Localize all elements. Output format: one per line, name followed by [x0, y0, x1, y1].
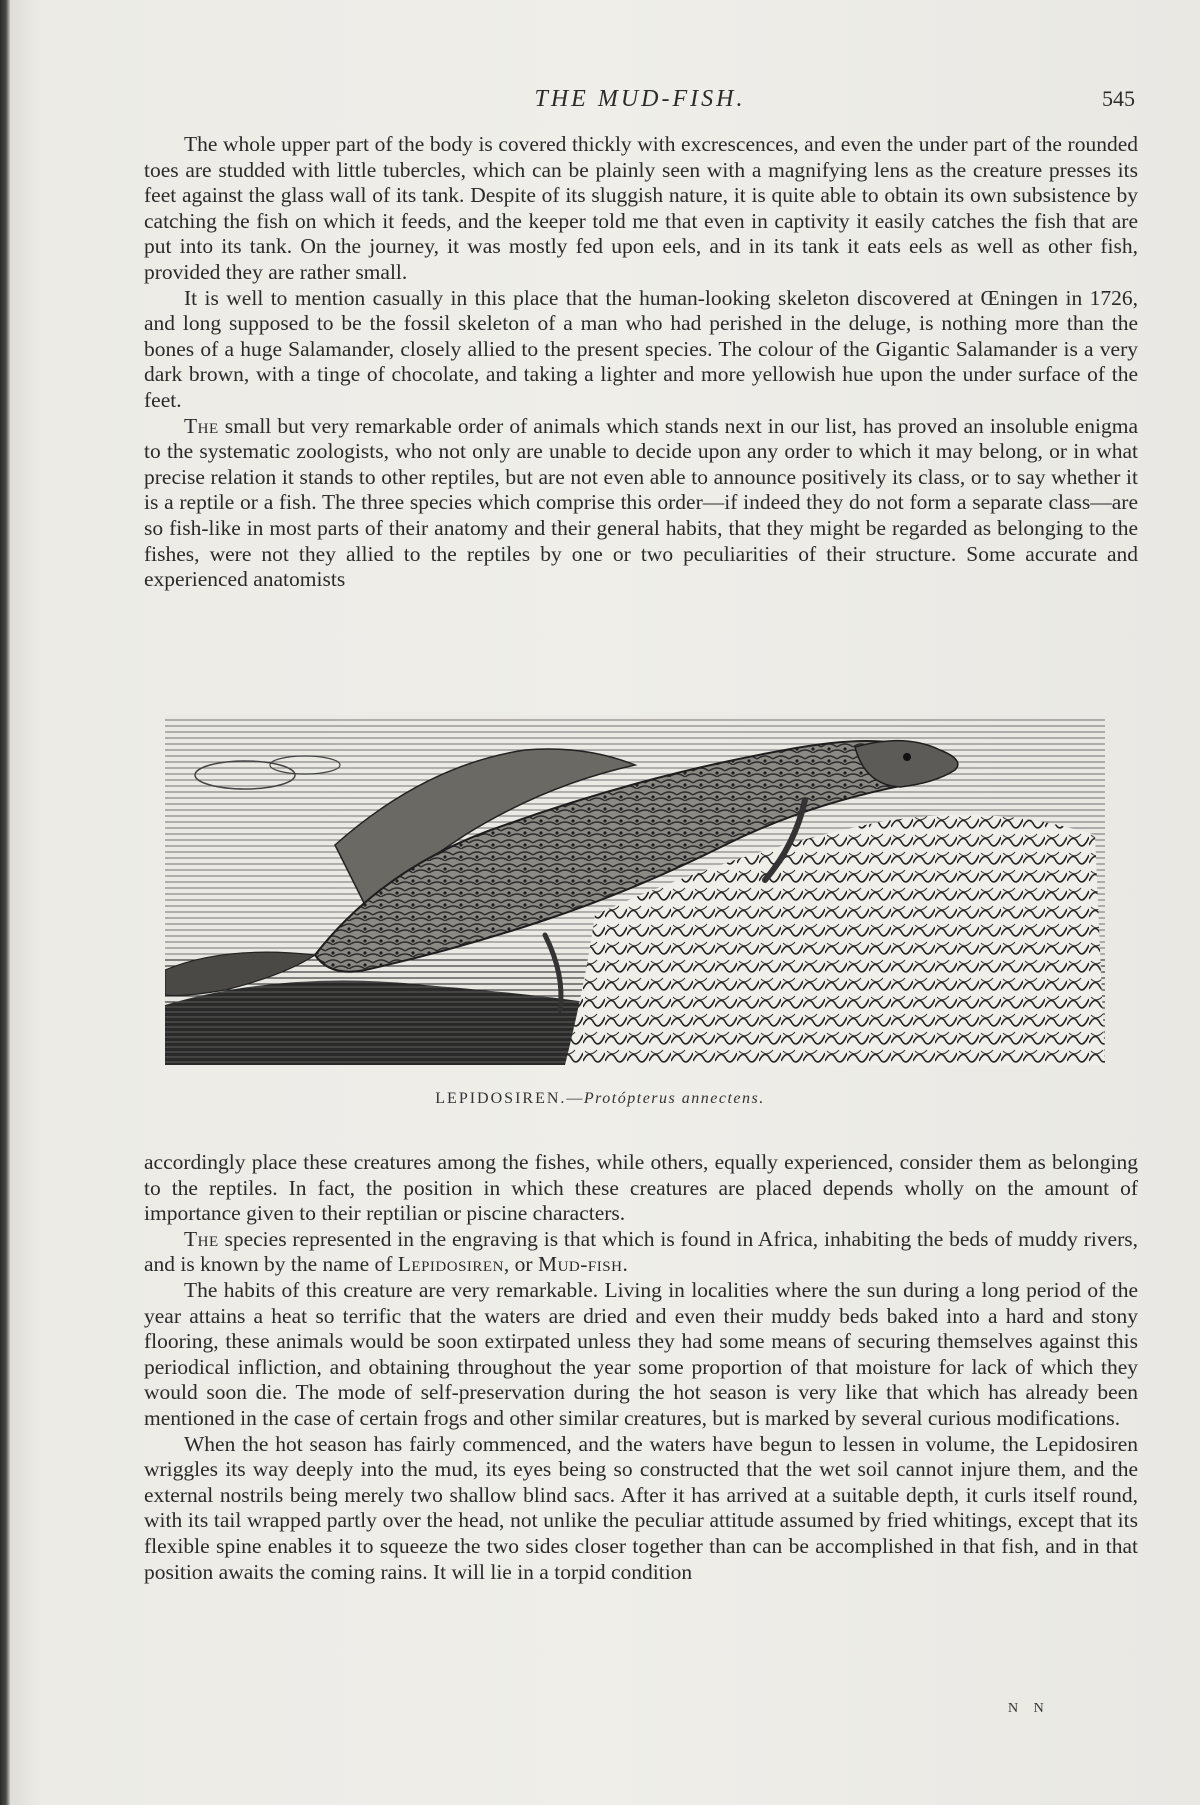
paragraph-lead-word: The — [184, 413, 219, 438]
caption-dash: — — [566, 1090, 584, 1107]
caption-genus: LEPIDOSIREN. — [435, 1090, 567, 1107]
paragraph-skeleton — [144, 286, 1138, 414]
paragraph-text: It is well to mention casually in this place that the human-looking skeleton discovered at Œningen in 1726, and long supposed to be the fossil skeleton of a man who had perished in the deluge, is nothing more than the bones of a huge Salamander, closely allied to the present species. The colour of the Gigantic Salamander is a very dark brown, with a tinge of chocolate, and taking a lighter and more yellowish hue upon the under surface of the feet. — [144, 285, 1138, 412]
paragraph-text: small but very remarkable order of animals which stands next in our list, has proved an insoluble enigma to the systematic zoologists, who not only are unable to decide upon any order to which it may belong, or in what precise relation it stands to other reptiles, but are not even able to announce positively its class, or to say whether it is a reptile or a fish. The three species which comprise this order—if indeed they do not form a separate class—are so fish-like in most parts of their anatomy and their general habits, that they might be regarded as belonging to the fishes, were not they allied to the reptiles by one or two peculiarities of their structure. Some accurate and experienced anatomists — [144, 413, 1138, 592]
paragraph-text: The whole upper part of the body is covered thickly with excrescences, and even the under part of the rounded toes are studded with little tubercles, which can be plainly seen with a magnifying lens as the creature presses its feet against the glass wall of its tank. Despite of its sluggish nature, it is quite able to obtain its own subsistence by catching the fish on which it feeds, and the keeper told me that even in captivity it easily catches the fish that are put into its tank. On the journey, it was mostly fed upon eels, and in its tank it eats eels as well as other fish, provided they are rather small. — [144, 132, 1138, 284]
paragraph-hot-season — [144, 1432, 1138, 1586]
paragraph-lead-word: The — [184, 1226, 219, 1251]
paragraph-continuation — [144, 1150, 1138, 1227]
paragraph-text: , or — [503, 1252, 538, 1277]
paragraph-text: When the hot season has fairly commenced, and the waters have begun to lessen in volume, the Lepidosiren wriggles its way deeply into the mud, its eyes being so constructed that the wet soil cannot injure them, and the external nostrils being merely two shallow blind sacs. After it has arrived at a suitable depth, it curls itself round, with its tail wrapped partly over the head, not unlike the peculiar attitude assumed by fried whitings, except that its flexible spine enables it to squeeze the two sides closer together than can be accomplished in that fish, and in that position awaits the coming rains. It will lie in a torpid condition — [144, 1431, 1138, 1584]
page-number: 545 — [1102, 86, 1135, 111]
caption-species: Protópterus annectens. — [583, 1090, 765, 1107]
signature-mark: N N — [1008, 1701, 1050, 1716]
paragraph-species — [144, 1227, 1138, 1278]
paragraph-skin — [144, 132, 1138, 286]
paragraph-text: species represented in the engraving is that which is found in Africa, inhabiting the beds of muddy rivers, and is known by the name of — [144, 1226, 1138, 1277]
mud-fish-illustration — [165, 705, 1105, 1080]
species-name-lepidosiren: Lepidosiren — [397, 1252, 504, 1277]
page-header — [145, 86, 1135, 120]
paragraph-habits — [144, 1278, 1138, 1432]
lower-text-block — [144, 1150, 1138, 1585]
upper-text-block — [144, 132, 1138, 593]
paragraph-text: The habits of this creature are very remarkable. Living in localities where the sun during a long period of the year attains a heat so terrific that the waters are dried and even their muddy beds baked into a hard and stony flooring, these animals would be soon extirpated unless they had some means of securing themselves against this periodical infliction, and obtaining throughout the year some proportion of that moisture for lack of which they would soon die. The mode of self-preservation during the hot season is very like that which has already been mentioned in the case of certain frogs and other similar creatures, but is marked by several curious modifications. — [144, 1277, 1138, 1430]
paragraph-text: accordingly place these creatures among the fishes, while others, equally experienced, consider them as belonging to the reptiles. In fact, the position in which these creatures are placed depends wholly on the amount of importance given to their reptilian or piscine characters. — [144, 1150, 1138, 1226]
figure-caption — [0, 1090, 1200, 1108]
engraving-lepidosiren — [165, 705, 1105, 1080]
book-spine-shadow — [0, 0, 10, 1805]
species-name-mud-fish: Mud-fish — [537, 1252, 623, 1277]
running-title: THE MUD-FISH. — [534, 86, 746, 112]
paragraph-order — [144, 414, 1138, 593]
paragraph-text: . — [622, 1252, 628, 1277]
